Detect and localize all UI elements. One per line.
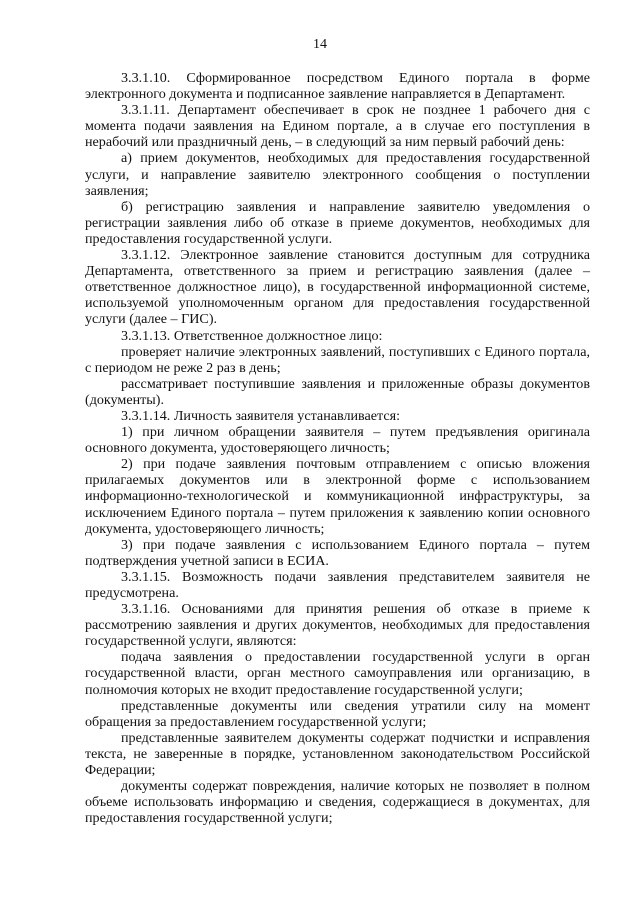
document-body bbox=[85, 70, 590, 826]
paragraph-3-3-1-16: 3.3.1.16. Основаниями для принятия решения об отказе в приеме к рассмотрению заявления и других документов, необходимых для предоставления государственной услуги, являются: bbox=[85, 601, 590, 650]
list-item-b: б) регистрацию заявления и направление заявителю уведомления о регистрации заявления либо об отказе в приеме документов, необходимых для предоставления государственной услуги. bbox=[85, 198, 590, 247]
paragraph-3-3-1-11: 3.3.1.11. Департамент обеспечивает в срок не позднее 1 рабочего дня с момента подачи заявления на Едином портале, а в случае его поступления в нерабочий или праздничный день, – в следующий за ним первый рабочий день: bbox=[85, 102, 590, 151]
paragraph-3-3-1-15: 3.3.1.15. Возможность подачи заявления представителем заявителя не предусмотрена. bbox=[85, 568, 590, 601]
refusal-ground-2: представленные документы или сведения утратили силу на момент обращения за предоставлением государственной услуги; bbox=[85, 697, 590, 730]
identity-item-3: 3) при подаче заявления с использованием Единого портала – путем подтверждения учетной записи в ЕСИА. bbox=[85, 536, 590, 569]
paragraph-3-3-1-14: 3.3.1.14. Личность заявителя устанавливается: bbox=[121, 407, 400, 424]
identity-item-1: 1) при личном обращении заявителя – путем предъявления оригинала основного документа, удостоверяющего личность; bbox=[85, 424, 590, 457]
refusal-ground-1: подача заявления о предоставлении государственной услуги в орган государственной власти, орган местного самоуправления или организацию, в полномочия которых не входит предоставление государственной услуги; bbox=[85, 649, 590, 698]
page-number: 14 bbox=[313, 37, 327, 52]
paragraph-3-3-1-10: 3.3.1.10. Сформированное посредством Единого портала в форме электронного документа и подписанное заявление направляется в Департамент. bbox=[85, 70, 590, 103]
duty-review-applications: рассматривает поступившие заявления и приложенные образы документов (документы). bbox=[85, 375, 590, 408]
duty-check-applications: проверяет наличие электронных заявлений, поступивших с Единого портала, с периодом не реже 2 раз в день; bbox=[85, 343, 590, 376]
paragraph-3-3-1-12: 3.3.1.12. Электронное заявление становится доступным для сотрудника Департамента, ответственного за прием и регистрацию заявления (далее – ответственное должностное лицо), в государственной информационной системе, используемой уполномоченным органом для предоставления государственной услуги (далее – ГИС). bbox=[85, 247, 590, 328]
refusal-ground-3: представленные заявителем документы содержат подчистки и исправления текста, не заверенные в порядке, установленном законодательством Российской Федерации; bbox=[85, 729, 590, 779]
paragraph-3-3-1-13: 3.3.1.13. Ответственное должностное лицо: bbox=[121, 327, 383, 344]
list-item-a: а) прием документов, необходимых для предоставления государственной услуги, и направление заявителю электронного сообщения о поступлении заявления; bbox=[85, 150, 590, 199]
refusal-ground-4: документы содержат повреждения, наличие которых не позволяет в полном объеме использовать информацию и сведения, содержащиеся в документах, для предоставления государственной услуги; bbox=[85, 778, 590, 827]
identity-item-2: 2) при подаче заявления почтовым отправлением с описью вложения прилагаемых документов или в электронной форме с использованием информационно-технологической и коммуникационной инфраструктуры, за исключением Единого портала – путем приложения к заявлению копии основного документа, удостоверяющего личность; bbox=[85, 456, 590, 537]
